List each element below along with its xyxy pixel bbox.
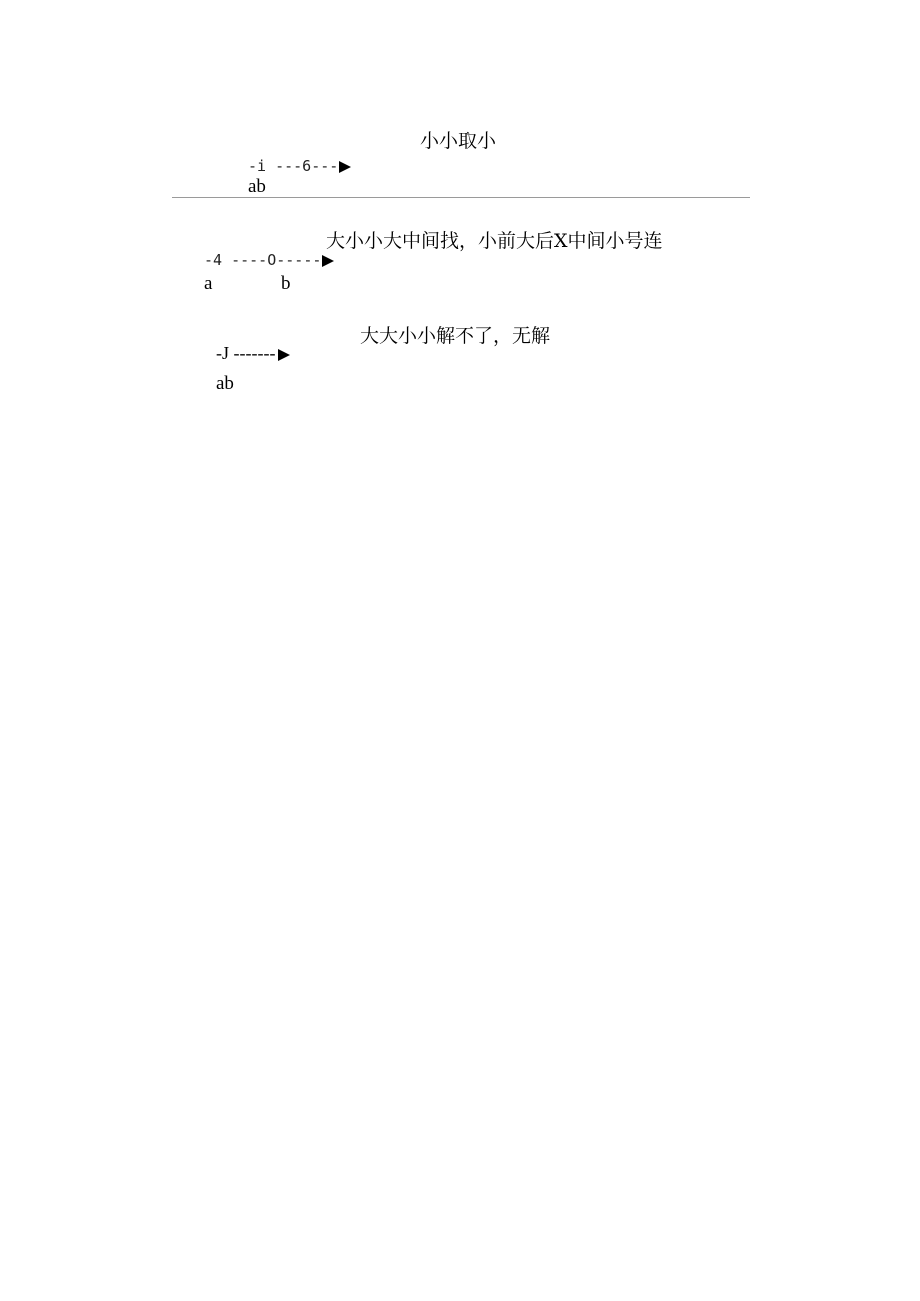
section2-label-b: b	[281, 273, 291, 294]
section2-line-text: -4 ----O-----	[204, 251, 322, 269]
section3-label: ab	[216, 373, 234, 394]
arrow-icon	[339, 161, 351, 173]
section2-title: 大小小大中间找，小前大后X中间小号连	[326, 230, 663, 252]
section3-line-text: -J -------	[216, 343, 276, 363]
section2-label-a: a	[204, 273, 213, 294]
section3-title: 大大小小解不了，无解	[360, 325, 551, 347]
section1-number-line	[248, 157, 351, 175]
divider	[172, 197, 750, 198]
section3-number-line	[216, 343, 290, 364]
section1-title: 小小取小	[420, 130, 497, 152]
arrow-icon	[322, 255, 334, 267]
section1-label: ab	[248, 176, 266, 197]
section2-number-line	[204, 251, 334, 269]
section1-line-text: -i ---6---	[248, 157, 339, 175]
arrow-icon	[278, 349, 290, 361]
